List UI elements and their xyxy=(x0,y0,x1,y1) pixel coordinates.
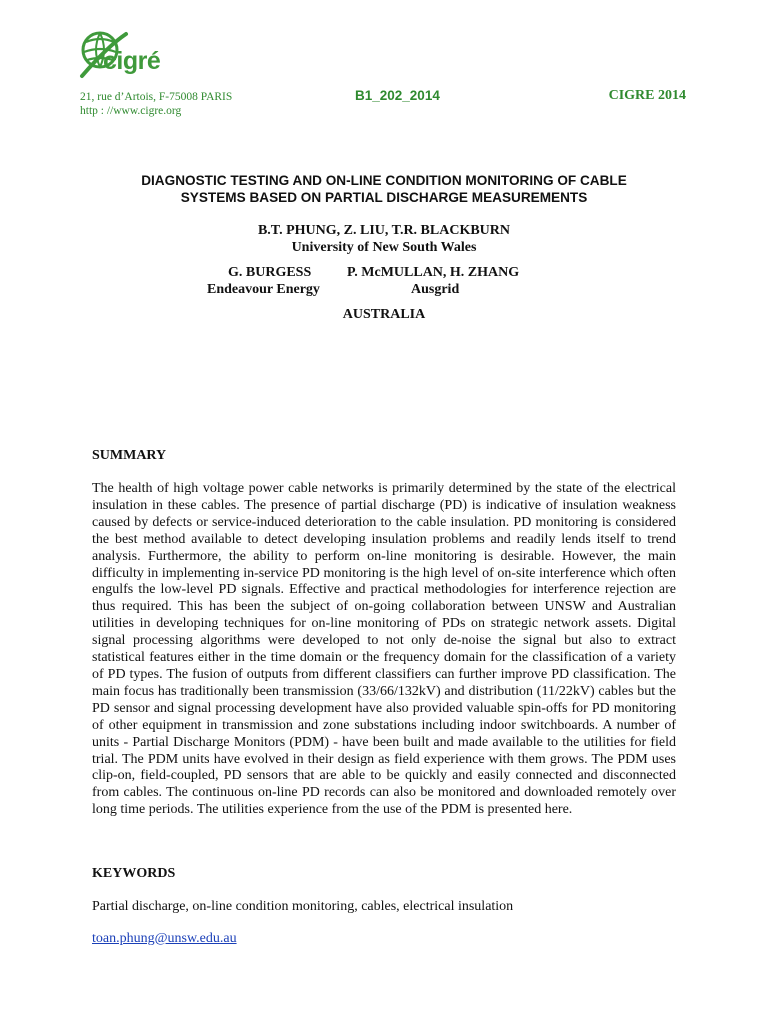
affiliation-unsw: University of New South Wales xyxy=(291,240,477,255)
logo-wordmark: cigré xyxy=(103,47,161,75)
title-line: SYSTEMS BASED ON PARTIAL DISCHARGE MEASUREMENTS xyxy=(180,190,588,205)
conference-name: CIGRE 2014 xyxy=(608,88,686,103)
contact-email-link[interactable]: toan.phung@unsw.edu.au xyxy=(92,931,237,946)
title-line: DIAGNOSTIC TESTING AND ON-LINE CONDITION MONITORING OF CABLE xyxy=(141,173,627,188)
keywords-heading: KEYWORDS xyxy=(92,866,176,881)
paper-title xyxy=(92,172,676,206)
paper-reference: B1_202_2014 xyxy=(355,88,440,103)
author-group-unsw: B.T. PHUNG, Z. LIU, T.R. BLACKBURN xyxy=(257,223,511,238)
country: AUSTRALIA xyxy=(342,307,426,322)
author-group-ausgrid: P. McMULLAN, H. ZHANG xyxy=(347,265,520,280)
summary-heading: SUMMARY xyxy=(92,448,167,463)
affiliation-ausgrid: Ausgrid xyxy=(411,282,460,297)
affiliation-endeavour: Endeavour Energy xyxy=(207,282,320,297)
header-address xyxy=(80,90,232,118)
address-line: 21, rue d’Artois, F-75008 PARIS xyxy=(80,91,233,103)
keywords-list: Partial discharge, on-line condition monitoring, cables, electrical insulation xyxy=(92,899,514,914)
website-link[interactable]: http : //www.cigre.org xyxy=(80,105,182,117)
summary-paragraph: The health of high voltage power cable networks is primarily determined by the state of the electrical insulation in these cables. The presence of partial discharge (PD) is indicative of insulation weakness caused by defects or service-induced deterioration to the cable insulation. PD monitoring is considered the best method available to detect developing insulation problems and readily lends itself to trend analysis. Furthermore, the ability to perform on-line monitoring is desirable. However, the main difficulty in implementing in-service PD monitoring is the high level of on-site interference which often engulfs the low-level PD signals. Effective and practical methodologies for interference rejection are thus required. This has been the subject of on-going collaboration between UNSW and Australian utilities in developing techniques for on-line monitoring of PDs on strategic network assets. Digital signal processing algorithms were developed to not only de-noise the signal but also to extract statistical features either in the time domain or the frequency domain for the classification of a variety of PD types. The fusion of outputs from different classifiers can further improve PD classification. The main focus has traditionally been transmission (33/66/132kV) and distribution (11/22kV) cables but the PD sensor and signal processing development have also provided valuable spin-offs for PD monitoring of other equipment in transmission and zone substations including indoor switchboards. A number of units - Partial Discharge Monitors (PDM) - have been built and made available to the utilities for field trial. The PDM units have evolved in their design as field experience with them grows. The PDM uses clip-on, field-coupled, PD sensors that are able to be quickly and easily connected and disconnected from cables. The continuous on-line PD records can also be monitored and downloaded remotely over long time periods. The utilities experience from the use of the PDM is presented here. xyxy=(92,481,676,818)
author-group-endeavour: G. BURGESS xyxy=(228,265,312,280)
